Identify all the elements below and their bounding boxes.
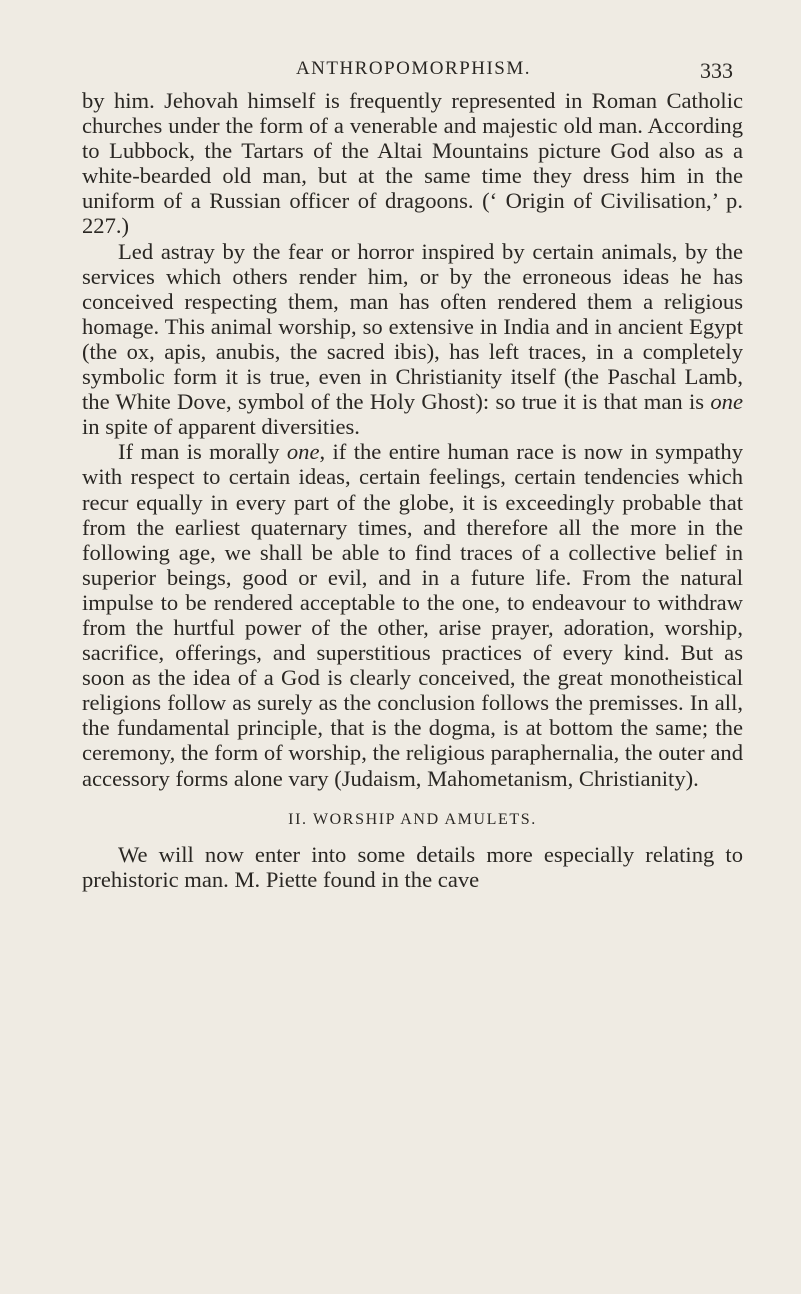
body-text — [82, 88, 743, 892]
page-number: 333 — [700, 58, 733, 83]
running-head — [82, 58, 745, 84]
paragraph-1-text: by him. Jehovah himself is frequently represented in Roman Catholic churches under the form of a venerable and majestic old man. According to Lubbock, the Tartars of the Altai Mountains picture God also as a white-bearded old man, but at the same time they dress him in the uniform of a Russian officer of dragoons. (‘ Origin of Civilisation,’ p. 227.) — [82, 88, 743, 239]
paragraph-4-text: We will now enter into some details more especially relating to prehistoric man. M. Piette found in the cave — [82, 841, 743, 892]
paragraph-2-text-b: in spite of apparent diversities. — [82, 414, 360, 440]
paragraph-4 — [82, 842, 743, 892]
paragraph-3-text-b: , if the entire human race is now in sympathy with respect to certain ideas, certain feelings, certain tendencies which recur equally in every part of the globe, it is exceedingly probable that from the earliest quaternary times, and therefore all the more in the following age, we shall be able to find traces of a collective belief in superior beings, good or evil, and in a future life. From the natural impulse to be rendered acceptable to the one, to endeavour to withdraw from the hurtful power of the other, arise prayer, adoration, worship, sacrifice, offerings, and superstitious practices of every kind. But as soon as the idea of a God is clearly conceived, the great monotheistical religions follow as surely as the conclusion follows the premisses. In all, the fundamental principle, that is the dogma, is at bottom the same; the ceremony, the form of worship, the religious paraphernalia, the outer and accessory forms alone vary (Judaism, Mahometanism, Christianity). — [82, 439, 743, 791]
paragraph-2 — [82, 239, 743, 440]
running-title: ANTHROPOMORPHISM. — [295, 58, 532, 79]
paragraph-3 — [82, 439, 743, 790]
paragraph-3-italic-one: one — [286, 439, 320, 465]
paragraph-2-text-a: Led astray by the fear or horror inspired by certain animals, by the services which others render him, or by the erroneous ideas he has conceived respecting them, man has often rendered them a religious homage. This animal worship, so extensive in India and in ancient Egypt (the ox, apis, anubis, the sacred ibis), has left traces, in a completely symbolic form it is true, even in Christianity itself (the Paschal Lamb, the White Dove, symbol of the Holy Ghost): so true it is that man is — [82, 238, 743, 415]
section-heading: II. WORSHIP AND AMULETS. — [288, 810, 537, 828]
paragraph-1 — [82, 88, 743, 239]
paragraph-2-italic-one: one — [710, 389, 743, 415]
paragraph-3-text-a: If man is morally — [118, 439, 287, 465]
